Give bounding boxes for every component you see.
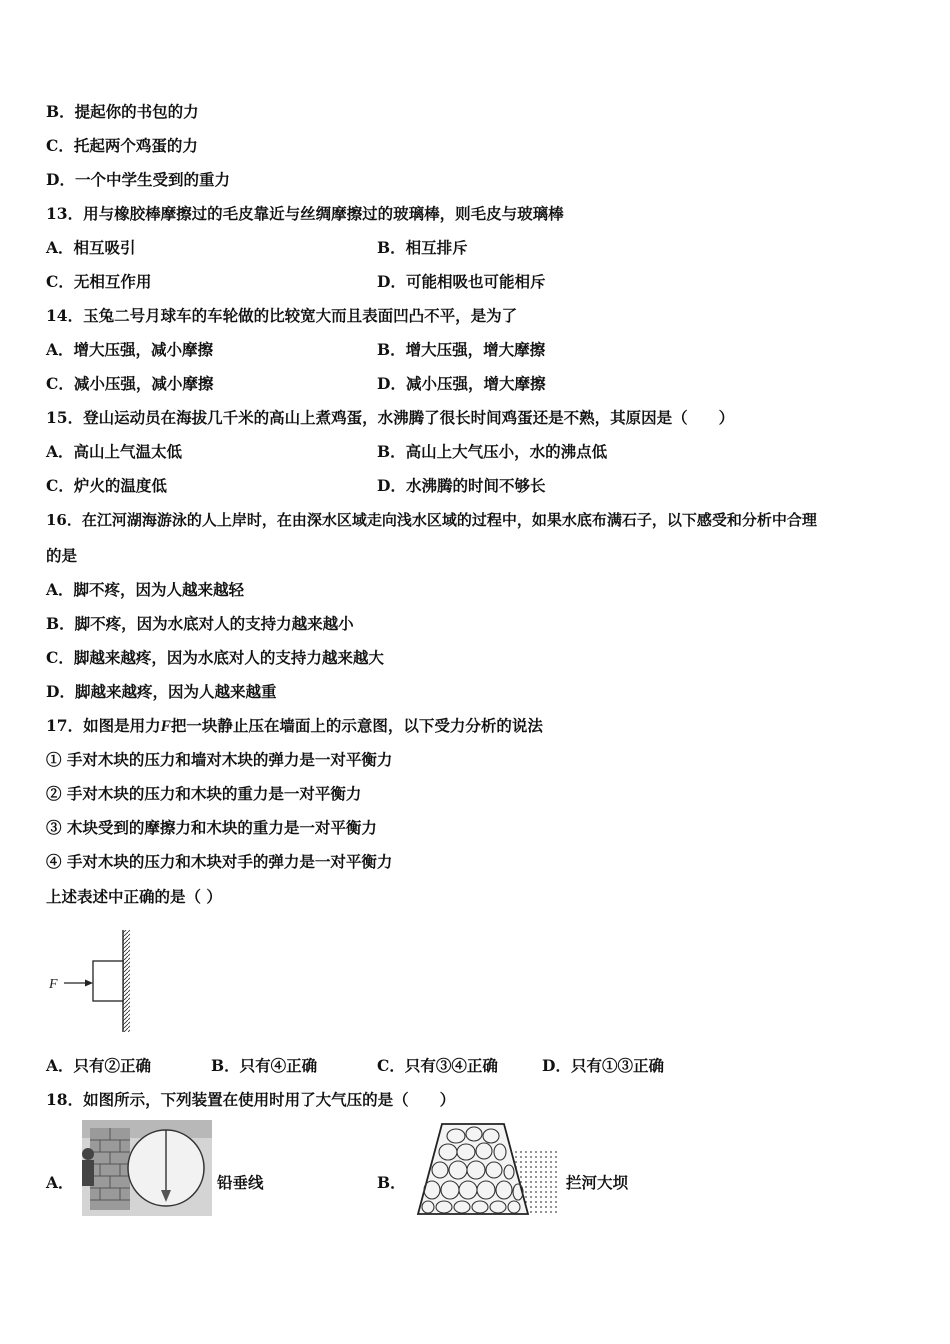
q18-option-b-letter: B． (377, 1173, 406, 1192)
q18-plumb-line-figure (82, 1120, 212, 1216)
q14-option-c: C．减小压强，减小摩擦 (46, 374, 214, 393)
q18-dam-figure (414, 1120, 560, 1216)
q17-statement-3: ③ 木块受到的摩擦力和木块的重力是一对平衡力 (46, 818, 377, 837)
q16-option-c: C．脚越来越疼，因为水底对人的支持力越来越大 (46, 648, 384, 667)
q17-statement-4: ④ 手对木块的压力和木块对手的弹力是一对平衡力 (46, 852, 393, 871)
q15-option-a: A．高山上气温太低 (46, 442, 183, 461)
q15-stem: 15．登山运动员在海拔几千米的高山上煮鸡蛋，水沸腾了很长时间鸡蛋还是不熟，其原因是（ ） (46, 408, 735, 427)
q14-stem: 14．玉兔二号月球车的车轮做的比较宽大而且表面凹凸不平，是为了 (46, 306, 518, 325)
wall-hatching (123, 930, 130, 1032)
q17-question: 上述表述中正确的是（ ） (46, 887, 222, 906)
option-d-prev: D．一个中学生受到的重力 (46, 170, 230, 189)
q18-option-a-label: 铅垂线 (217, 1173, 264, 1192)
q17-option-d: D．只有①③正确 (542, 1056, 664, 1075)
q17-stem-pre: 17．如图是用力 (46, 716, 161, 735)
q15-option-b: B．高山上大气压小，水的沸点低 (377, 442, 608, 461)
option-c-prev: C．托起两个鸡蛋的力 (46, 136, 198, 155)
wooden-block (93, 961, 123, 1001)
q17-stem-variable: F (160, 718, 171, 735)
q17-statement-1: ① 手对木块的压力和墙对木块的弹力是一对平衡力 (46, 750, 393, 769)
q16-option-a: A．脚不疼，因为人越来越轻 (46, 580, 245, 599)
q17-stem (46, 716, 543, 737)
q18-option-b-label: 拦河大坝 (566, 1173, 629, 1192)
q17-option-a: A．只有②正确 (46, 1056, 152, 1075)
q14-option-a: A．增大压强，减小摩擦 (46, 340, 214, 359)
q17-option-b: B．只有④正确 (211, 1056, 318, 1075)
q18-option-a-letter: A． (46, 1173, 74, 1192)
q16-stem-line1: 16．在江河湖海游泳的人上岸时，在由深水区域走向浅水区域的过程中，如果水底布满石子，以下感受和分析中合理 (46, 511, 817, 529)
q17-wall-block-figure (44, 928, 138, 1034)
q13-stem: 13．用与橡胶棒摩擦过的毛皮靠近与丝绸摩擦过的玻璃棒，则毛皮与玻璃棒 (46, 204, 564, 223)
q17-option-c: C．只有③④正确 (377, 1056, 498, 1075)
q17-statement-2: ② 手对木块的压力和木块的重力是一对平衡力 (46, 784, 362, 803)
q16-option-d: D．脚越来越疼，因为人越来越重 (46, 682, 277, 701)
q18-stem: 18．如图所示，下列装置在使用时用了大气压的是（ ） (46, 1090, 456, 1109)
q16-option-b: B．脚不疼，因为水底对人的支持力越来越小 (46, 614, 354, 633)
q16-stem-line2: 的是 (46, 546, 78, 565)
q14-option-d: D．减小压强，增大摩擦 (377, 374, 546, 393)
q13-option-b: B．相互排斥 (377, 238, 468, 257)
q15-option-c: C．炉火的温度低 (46, 476, 167, 495)
q13-option-a: A．相互吸引 (46, 238, 136, 257)
q13-option-c: C．无相互作用 (46, 272, 152, 291)
force-label: F (49, 977, 58, 992)
q17-stem-post: 把一块静止压在墙面上的示意图，以下受力分析的说法 (170, 716, 543, 735)
q14-option-b: B．增大压强，增大摩擦 (377, 340, 546, 359)
q13-option-d: D．可能相吸也可能相斥 (377, 272, 546, 291)
option-b-prev: B．提起你的书包的力 (46, 102, 199, 121)
dam-body (418, 1124, 528, 1214)
q15-option-d: D．水沸腾的时间不够长 (377, 476, 546, 495)
force-arrow-head (85, 980, 93, 987)
